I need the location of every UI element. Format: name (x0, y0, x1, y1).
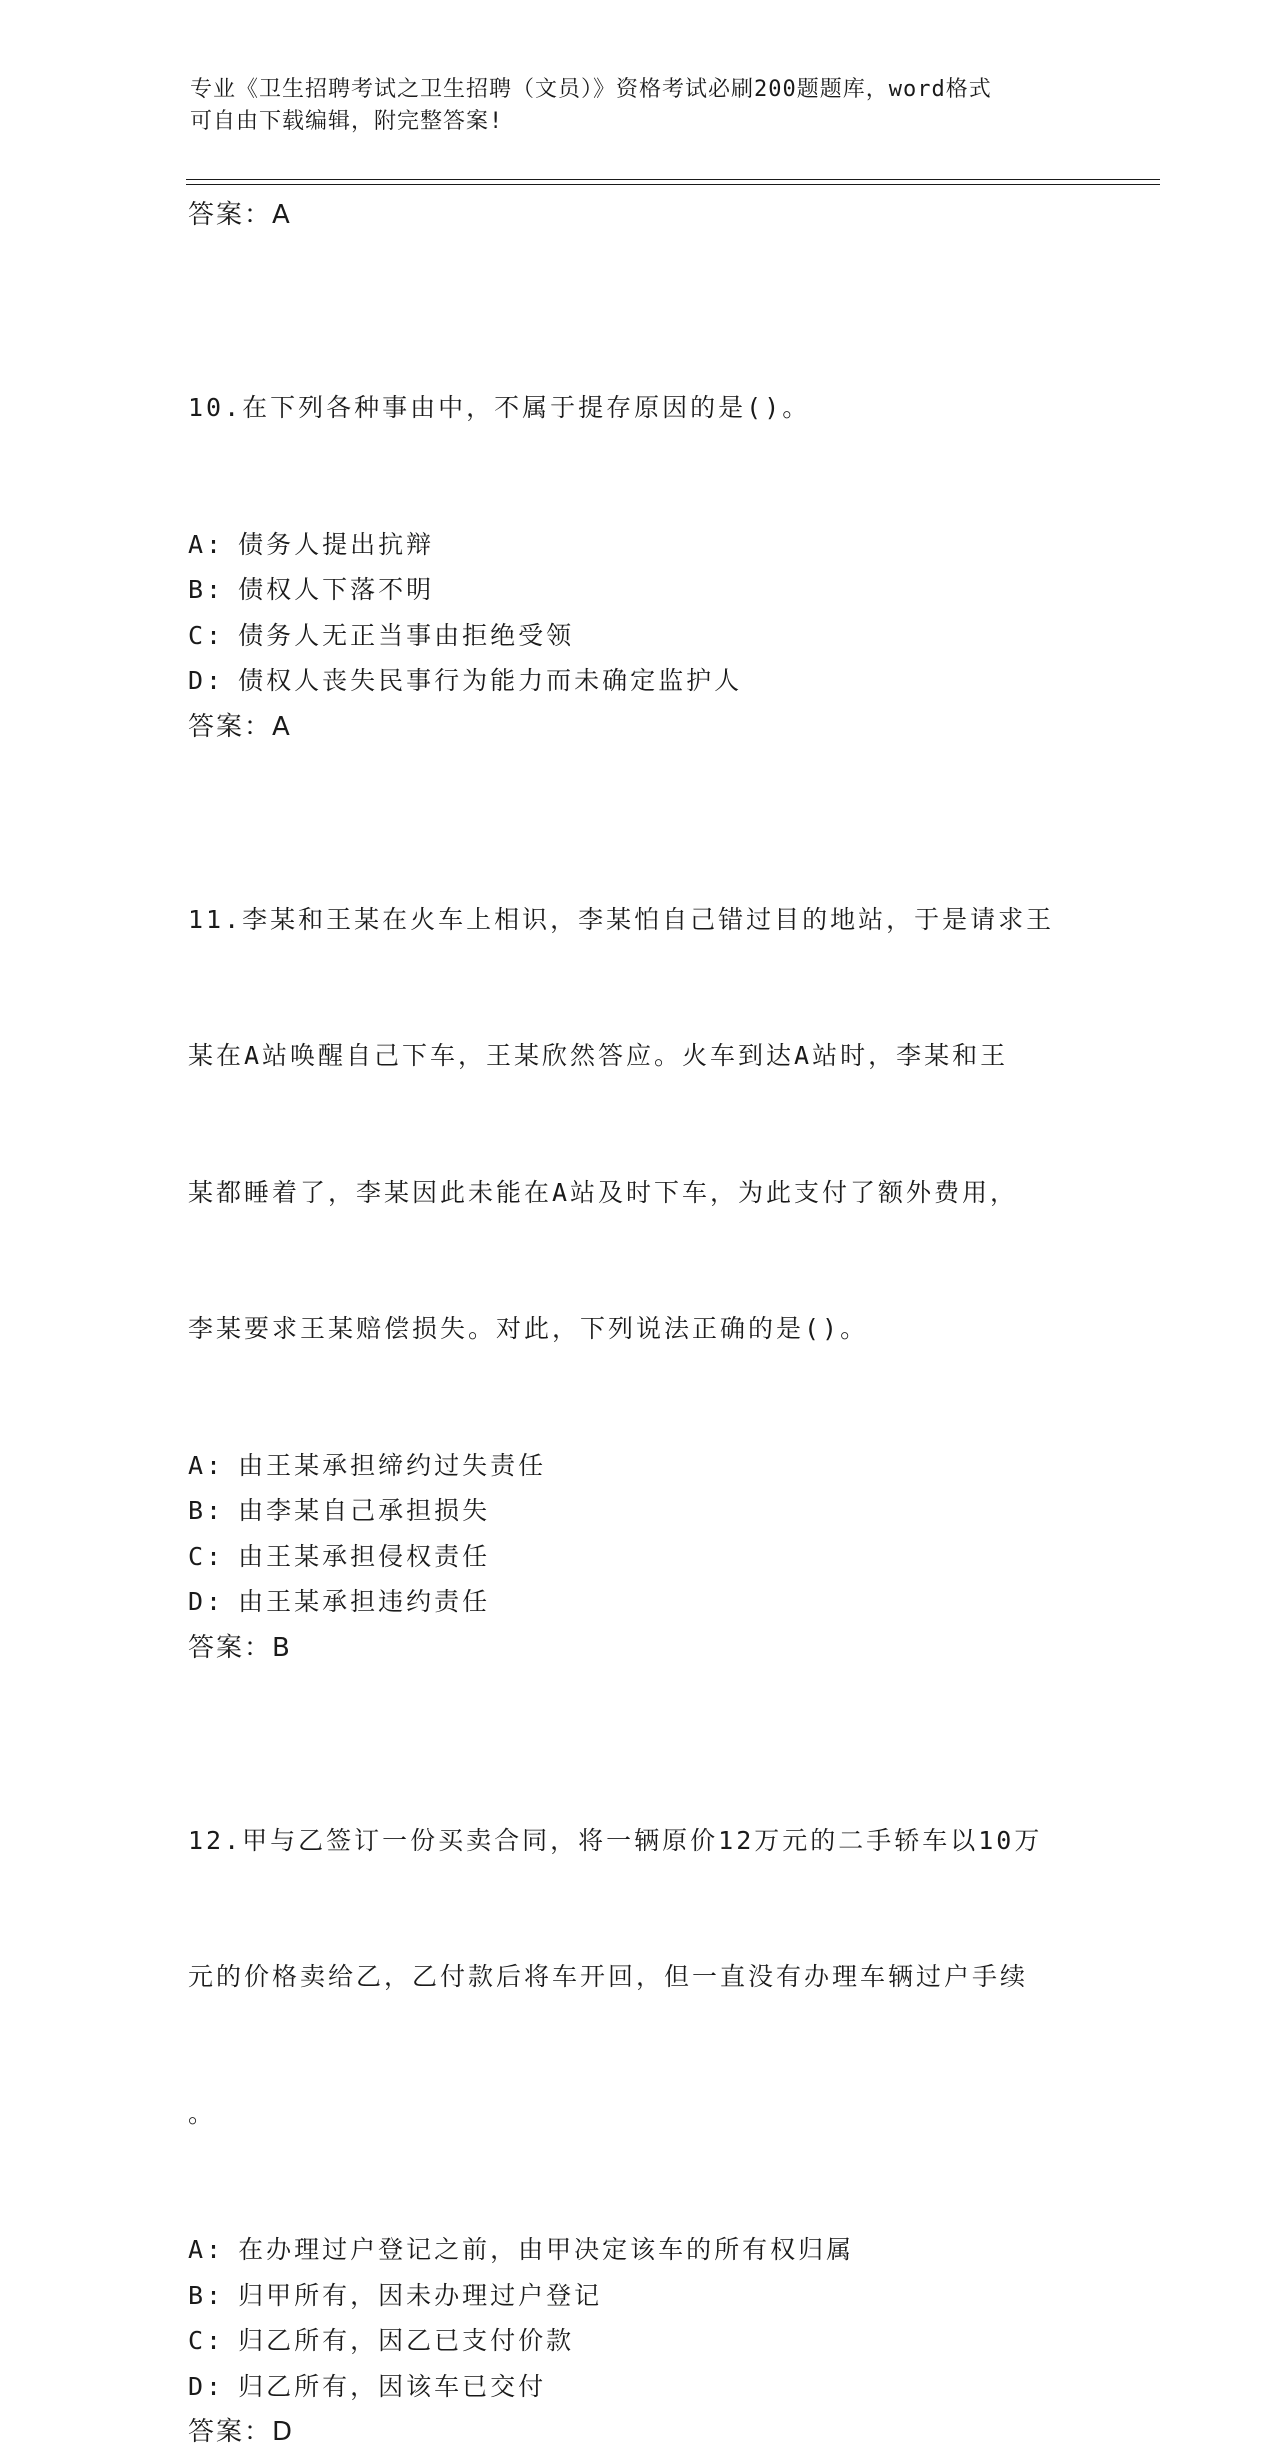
option-text: 归甲所有，因未办理过户登记 (238, 2281, 602, 2310)
option-text: 债务人提出抗辩 (238, 530, 434, 559)
stem-line: 某在A站唤醒自己下车，王某欣然答应。火车到达A站时，李某和王 (188, 1033, 1088, 1079)
question-10 (188, 294, 1088, 750)
stem-line: 某都睡着了，李某因此未能在A站及时下车，为此支付了额外费用， (188, 1170, 1088, 1216)
stem-line: 元的价格卖给乙，乙付款后将车开回，但一直没有办理车辆过户手续 (188, 1954, 1088, 2000)
option-d (188, 658, 1088, 704)
question-12 (188, 1727, 1088, 2455)
option-key: B: (188, 1496, 224, 1525)
stem-line: 李某要求王某赔偿损失。对此，下列说法正确的是()。 (188, 1306, 1088, 1352)
option-text: 由李某自己承担损失 (238, 1496, 490, 1525)
question-stem (188, 1727, 1088, 2228)
option-a (188, 1443, 1088, 1489)
header-line-2: 可自由下载编辑，附完整答案! (190, 106, 1090, 138)
option-key: B: (188, 2281, 224, 2310)
option-key: C: (188, 2326, 224, 2355)
stem-line: 12.甲与乙签订一份买卖合同，将一辆原价12万元的二手轿车以10万 (188, 1818, 1088, 1864)
option-b (188, 2273, 1088, 2319)
option-c (188, 1534, 1088, 1580)
option-text: 债务人无正当事由拒绝受领 (238, 621, 574, 650)
question-content (188, 192, 1088, 2455)
answer-line: 答案：D (188, 2409, 1088, 2455)
option-d (188, 1579, 1088, 1625)
option-text: 债权人下落不明 (238, 575, 434, 604)
stem-line: 10.在下列各种事由中，不属于提存原因的是()。 (188, 385, 1088, 431)
option-d (188, 2364, 1088, 2410)
option-text: 由王某承担违约责任 (238, 1587, 490, 1616)
question-11 (188, 806, 1088, 1671)
option-a (188, 2227, 1088, 2273)
option-c (188, 2318, 1088, 2364)
answer-line: 答案：B (188, 1625, 1088, 1671)
header-line-1: 专业《卫生招聘考试之卫生招聘（文员）》资格考试必刷200题题库，word格式 (190, 74, 1090, 106)
option-text: 由王某承担缔约过失责任 (238, 1451, 546, 1480)
option-key: C: (188, 1542, 224, 1571)
option-b (188, 1488, 1088, 1534)
option-text: 归乙所有，因乙已支付价款 (238, 2326, 574, 2355)
option-key: D: (188, 1587, 224, 1616)
stem-line: 11.李某和王某在火车上相识，李某怕自己错过目的地站，于是请求王 (188, 897, 1088, 943)
option-text: 归乙所有，因该车已交付 (238, 2372, 546, 2401)
option-key: D: (188, 2372, 224, 2401)
answer-line: 答案：A (188, 192, 1088, 238)
option-text: 由王某承担侵权责任 (238, 1542, 490, 1571)
question-stem (188, 806, 1088, 1443)
option-key: D: (188, 666, 224, 695)
option-text: 在办理过户登记之前，由甲决定该车的所有权归属 (238, 2235, 854, 2264)
option-key: A: (188, 1451, 224, 1480)
option-key: A: (188, 530, 224, 559)
option-text: 债权人丧失民事行为能力而未确定监护人 (238, 666, 742, 695)
header-divider-bottom (186, 184, 1160, 185)
option-a (188, 522, 1088, 568)
option-key: A: (188, 2235, 224, 2264)
stem-line: 。 (188, 2091, 1088, 2137)
header-divider-top (186, 179, 1160, 180)
option-b (188, 567, 1088, 613)
option-key: C: (188, 621, 224, 650)
answer-line: 答案：A (188, 704, 1088, 750)
document-header (190, 74, 1090, 138)
question-stem (188, 294, 1088, 522)
option-c (188, 613, 1088, 659)
option-key: B: (188, 575, 224, 604)
